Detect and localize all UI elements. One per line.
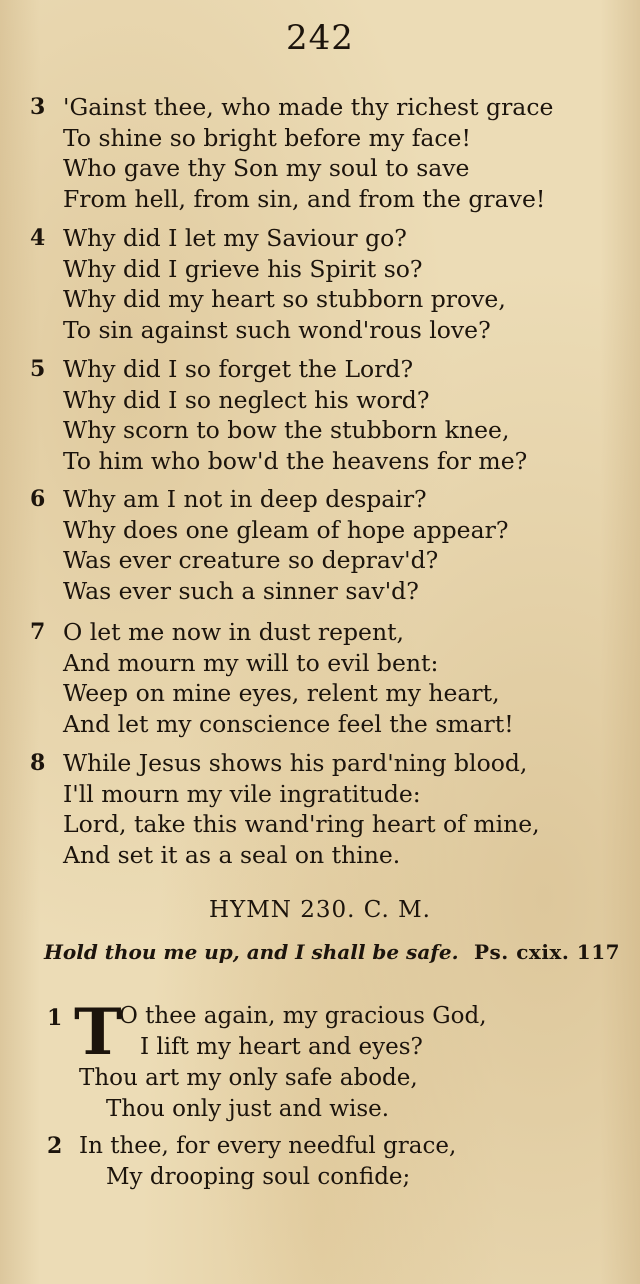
- verse-line: [30, 748, 630, 779]
- verse-line-text: Why does one gleam of hope appear?: [63, 515, 509, 544]
- verse-line-text: To him who bow'd the heavens for me?: [63, 446, 528, 475]
- hymn-title: HYMN 230. C. M.: [208, 897, 431, 923]
- verse-line: [30, 840, 630, 871]
- verse-line-text: While Jesus shows his pard'ning blood,: [63, 749, 528, 777]
- epigraph-text: Hold thou me up, and I shall be safe.: [44, 940, 459, 964]
- verse-line: [30, 153, 630, 184]
- verse-number: 2: [47, 1133, 63, 1159]
- verse-line: [30, 385, 630, 416]
- verse-line: [30, 354, 630, 385]
- verse-line-text: I'll mourn my vile ingratitude:: [63, 779, 421, 808]
- verse-line-text: Weep on mine eyes, relent my heart,: [63, 679, 500, 707]
- verse-line-text: Why did I so forget the Lord?: [63, 355, 414, 383]
- verse-line-text: And mourn my will to evil bent:: [63, 648, 439, 677]
- verse-line-text: In thee, for every needful grace,: [79, 1133, 457, 1159]
- verse-line-text: Was ever such a sinner sav'd?: [63, 576, 419, 605]
- verse-6: [30, 484, 630, 606]
- verse-line-text: My drooping soul confide;: [106, 1164, 411, 1190]
- epigraph-reference: Ps. cxix. 117: [474, 940, 621, 964]
- verse-line-text: And let my conscience feel the smart!: [63, 709, 514, 738]
- verse-number: 1: [47, 1005, 63, 1031]
- verse-line-text: Why am I not in deep despair?: [63, 485, 427, 513]
- verse-line-text: Why did I grieve his Spirit so?: [63, 254, 423, 283]
- verse-4: [30, 223, 630, 345]
- page-number: 242: [286, 18, 354, 58]
- verse-line-text: Was ever creature so deprav'd?: [63, 546, 439, 574]
- verse-number: 6: [30, 486, 46, 512]
- verse-line: [30, 92, 630, 123]
- hymn-verse-2: [0, 1131, 600, 1193]
- verse-line-text: Who gave thy Son my soul to save: [63, 154, 470, 182]
- verse-line-text: Lord, take this wand'ring heart of mine,: [63, 810, 540, 838]
- verse-5: [30, 354, 630, 476]
- verse-line: [30, 123, 630, 154]
- verse-line: [0, 1131, 600, 1162]
- verse-line: [30, 415, 630, 446]
- verse-line-text: Why did I so neglect his word?: [63, 385, 430, 414]
- verse-line-text: From hell, from sin, and from the grave!: [63, 184, 546, 213]
- verse-line: [30, 779, 630, 810]
- verse-line: [0, 1001, 600, 1032]
- verse-line: [0, 1162, 600, 1193]
- verse-line-text: Why scorn to bow the stubborn knee,: [63, 416, 510, 444]
- verse-line: [30, 617, 630, 648]
- verse-line: [30, 515, 630, 546]
- verse-number: 5: [30, 356, 46, 382]
- verse-line: [30, 576, 630, 607]
- verse-number: 4: [30, 225, 46, 251]
- verse-3: [30, 92, 630, 214]
- verse-line: [30, 315, 630, 346]
- epigraph: [44, 940, 634, 964]
- verse-line-text: To sin against such wond'rous love?: [63, 315, 491, 344]
- verse-7: [30, 617, 630, 739]
- verse-line-text: O thee again, my gracious God,: [119, 1003, 487, 1029]
- verse-number: 7: [30, 619, 46, 645]
- verse-line-text: To shine so bright before my face!: [63, 123, 471, 152]
- verse-line: [30, 254, 630, 285]
- verse-line: [0, 1063, 600, 1094]
- verse-line: [30, 223, 630, 254]
- verse-line: [0, 1094, 600, 1125]
- verse-line-text: Thou art my only safe abode,: [79, 1065, 418, 1091]
- verse-line-text: Why did I let my Saviour go?: [63, 224, 407, 252]
- hymn-verse-1: [0, 995, 600, 1125]
- verse-number: 8: [30, 750, 46, 776]
- verse-line: [30, 678, 630, 709]
- verse-line: [30, 709, 630, 740]
- verse-line: [0, 1032, 600, 1063]
- verse-line: [30, 648, 630, 679]
- verse-line-text: Why did my heart so stubborn prove,: [63, 285, 506, 313]
- verse-line: [30, 545, 630, 576]
- verse-line-text: Thou only just and wise.: [106, 1096, 390, 1122]
- verse-line-text: I lift my heart and eyes?: [140, 1034, 423, 1060]
- verse-line: [30, 284, 630, 315]
- verse-line-text: 'Gainst thee, who made thy richest grace: [63, 93, 554, 121]
- verse-line: [30, 446, 630, 477]
- verse-8: [30, 748, 630, 870]
- verse-number: 3: [30, 94, 46, 120]
- verse-line: [30, 809, 630, 840]
- verse-line-text: And set it as a seal on thine.: [63, 840, 401, 869]
- verse-line: [30, 484, 630, 515]
- drop-cap: T: [74, 995, 122, 1070]
- verse-line-text: O let me now in dust repent,: [63, 618, 405, 646]
- verse-line: [30, 184, 630, 215]
